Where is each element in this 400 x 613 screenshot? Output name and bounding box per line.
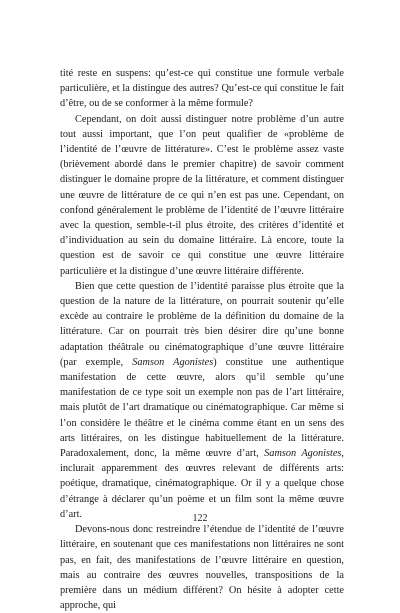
text-segment: Cependant, on doit aussi distinguer notre problème d’un autre tout aussi important, que l’on peut qualifier de «problème de l’identité de l’œuvre de littérature». C’est le problème assez vaste (brièvement abordé dans le premier chapitre) de savoir comment distinguer le domaine propre de la littérature, et comment distinguer une œuvre de littérature de ce qui n’en est pas une. Cependant, on confond généralement le problème de l’identité de l’œuvre littéraire avec la question, semble-t-il plus étroite, des critères d’identité et d’individuation au sein du domaine littéraire. Là encore, toute la question est de savoir ce qui constitue une œuvre littéraire particulière et la distingue d’une œuvre littéraire différente.: [60, 113, 344, 277]
body-text: [60, 66, 344, 613]
paragraph: [60, 112, 344, 279]
text-segment: Devons-nous donc restreindre l’étendue de l’identité de l’œuvre littéraire, en soutenant que ces manifestations non littéraires ne sont pas, en fait, des manifestations de l’œuvre littéraire en question, mais au contraire des œuvres nouvelles, transpositions de la première dans un médium différent? On hésite à adopter cette approche, qui: [60, 524, 344, 612]
page-number: 122: [192, 513, 208, 524]
italic-title: Samson Agonistes: [132, 356, 214, 368]
text-segment: , inclurait apparemment des œuvres relevant de différents arts: poétique, dramatique, cinématographique. Or il y a quelque chose d’étrange à déclarer qu’un poème et un film sont la même œuvre d’art.: [60, 448, 344, 520]
text-segment: ) constitue une authentique manifestation de cette œuvre, alors qu’il semble qu’une manifestation de ce type soit un exemple non pas de l’art littéraire, mais plutôt de l’art dramatique ou cinématographique. Car même si l’on considère le théâtre et le cinéma comme étant en un sens des arts littéraires, on les distingue habituellement de la littérature. Paradoxalement, donc, la même œuvre d’art,: [60, 356, 345, 460]
italic-title: Samson Agonistes: [264, 448, 342, 460]
paragraph: [60, 522, 344, 613]
text-segment: Bien que cette question de l’identité paraisse plus étroite que la question de la nature de la littérature, on pourrait soutenir qu’elle excède au contraire le problème de la définition du domaine de la littérature. Car on pourrait très bien désirer dire qu’une bonne adaptation théâtrale ou cinématographique d’une œuvre littéraire (par exemple,: [60, 280, 344, 368]
paragraph: [60, 66, 344, 112]
paragraph: [60, 279, 344, 522]
text-segment: tité reste en suspens: qu’est-ce qui constitue une formule verbale particulière, et la distingue des autres? Qu’est-ce qui constitue le fait d’être, ou de se conformer à la même formule?: [60, 68, 344, 110]
